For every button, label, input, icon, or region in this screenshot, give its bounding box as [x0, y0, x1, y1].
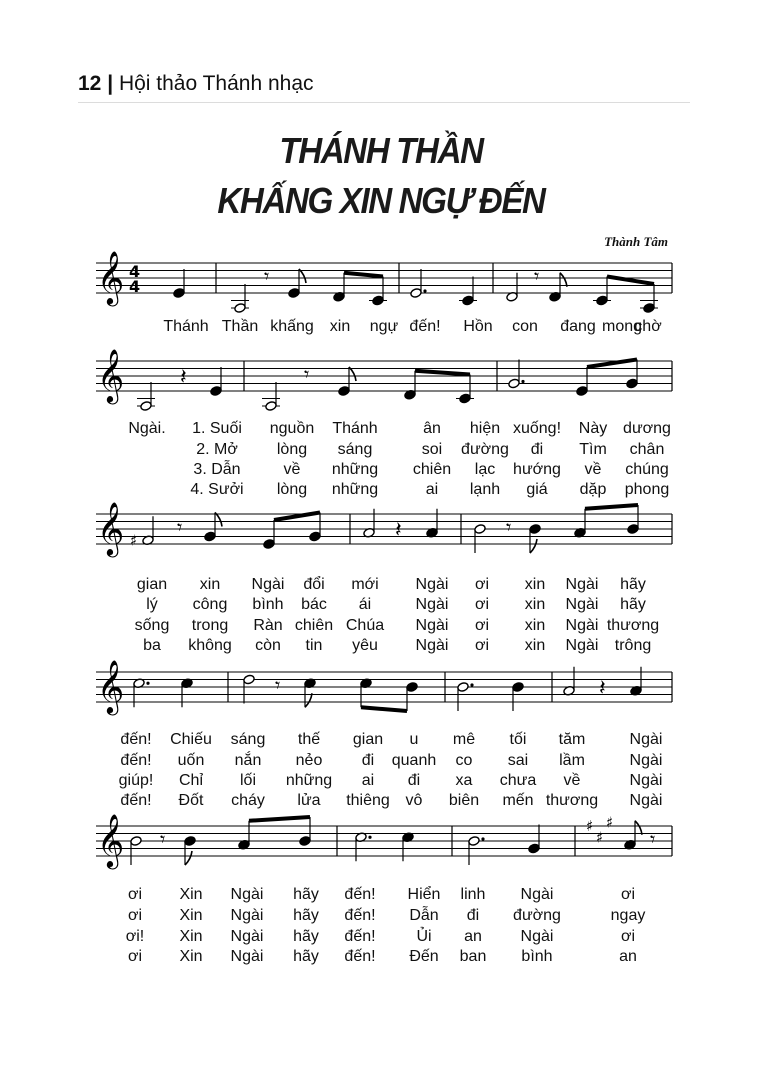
note-head [299, 836, 311, 847]
note-head [596, 295, 608, 306]
lyric-syllable: đi [361, 752, 375, 769]
quarter-rest: 𝄽 [599, 676, 606, 701]
lyric-syllable: dặp [579, 481, 607, 498]
lyric-syllable: chiên [294, 617, 334, 634]
lyric-syllable: Ngài [520, 886, 554, 903]
lyric-syllable: thế [297, 731, 321, 748]
lyric-syllable: xin [329, 318, 351, 335]
lyric-syllable: giá [526, 481, 548, 498]
lyric-syllable: Ngài. [128, 420, 166, 437]
eighth-rest: 𝄾 [304, 362, 310, 386]
note-head [140, 401, 152, 412]
note-head [406, 682, 418, 693]
note-head [643, 303, 655, 314]
note-head [462, 295, 474, 306]
lyric-syllable: Ngài [629, 752, 663, 769]
key-signature-sharp: ♯ [606, 813, 614, 832]
key-signature-sharp: ♯ [586, 817, 594, 835]
lyric-syllable: Tìm [579, 441, 607, 458]
eighth-rest: 𝄾 [275, 673, 281, 697]
lyric-syllable: nguồn [269, 420, 315, 437]
lyric-syllable: sáng [337, 441, 373, 458]
lyric-syllable: Đốt [178, 792, 204, 809]
treble-clef: 𝄞 [97, 501, 125, 555]
lyric-syllable: 2. Mở [196, 441, 238, 458]
lyric-syllable: ngay [610, 907, 646, 924]
lyric-syllable: sống [134, 617, 170, 634]
lyric-syllable: Ngài [230, 907, 264, 924]
note-head [243, 674, 255, 685]
lyric-syllable: 1. Suối [192, 420, 242, 437]
lyric-syllable: con [512, 318, 538, 335]
composer-credit: Thành Tâm [604, 234, 668, 249]
lyric-syllable: còn [255, 637, 281, 654]
note-head [508, 378, 520, 389]
lyric-syllable: Ủi [416, 928, 432, 945]
lyric-syllable: 3. Dẫn [193, 461, 241, 478]
lyric-syllable: mến [502, 792, 534, 809]
note-head [410, 288, 422, 299]
note-dot [470, 683, 473, 686]
lyric-syllable: Ngài [230, 886, 264, 903]
lyric-syllable: Ngài [230, 948, 264, 965]
lyric-syllable: ân [423, 420, 441, 437]
lyric-syllable: hãy [620, 576, 646, 593]
note-head [468, 836, 480, 847]
note-head [204, 531, 216, 542]
lyric-syllable: xin [524, 576, 546, 593]
note-head [338, 386, 350, 397]
lyric-syllable: Ngài [251, 576, 285, 593]
lyric-syllable: Ngài [565, 637, 599, 654]
lyric-syllable: ngự [369, 318, 399, 335]
song-title-line1: THÁNH THẦN [279, 130, 483, 171]
note-head [512, 682, 524, 693]
lyric-syllable: bình [252, 596, 284, 613]
lyric-syllable: đến! [120, 731, 152, 748]
lyric-syllable: về [283, 461, 301, 478]
lyric-syllable: không [188, 637, 232, 654]
lyric-syllable: những [331, 481, 379, 498]
lyric-syllable: lầm [559, 752, 585, 769]
lyric-syllable: dương [623, 420, 671, 437]
lyric-syllable: vô [405, 792, 423, 809]
lyric-syllable: linh [460, 886, 486, 903]
note-dot [481, 837, 484, 840]
lyric-syllable: Hiển [407, 886, 441, 903]
time-signature: 4 [129, 277, 141, 296]
lyric-syllable: an [619, 948, 637, 965]
lyric-syllable: Ngài [415, 637, 449, 654]
lyric-syllable: Ngài [415, 617, 449, 634]
note-head [265, 401, 277, 412]
lyric-syllable: những [331, 461, 379, 478]
note-flag [215, 513, 222, 527]
lyric-syllable: Xin [179, 886, 203, 903]
lyric-syllable: soi [421, 441, 443, 458]
lyric-syllable: lối [239, 772, 257, 789]
lyric-syllable: gian [136, 576, 168, 593]
quarter-rest: 𝄽 [395, 518, 402, 543]
note-head [626, 378, 638, 389]
lyric-syllable: đến! [409, 318, 441, 335]
note-head [288, 288, 300, 299]
lyric-syllable: thiêng [346, 792, 390, 809]
note-head [372, 295, 384, 306]
lyric-syllable: Xin [179, 948, 203, 965]
time-signature: 4 [129, 262, 141, 281]
sharp-sign: ♯ [130, 531, 138, 550]
lyric-syllable: chờ [634, 318, 662, 335]
lyric-syllable: ơi [474, 596, 490, 613]
quarter-rest: 𝄽 [180, 365, 187, 390]
lyric-syllable: Ngài [565, 576, 599, 593]
lyric-syllable: nẻo [295, 752, 323, 769]
lyric-syllable: ơi [474, 617, 490, 634]
treble-clef: 𝄞 [97, 250, 125, 304]
lyric-syllable: xin [524, 596, 546, 613]
lyric-syllable: chưa [499, 772, 537, 789]
note-flag [305, 693, 312, 707]
note-dot [368, 836, 371, 839]
lyric-syllable: lửa [297, 792, 321, 809]
lyric-syllable: tối [509, 731, 527, 748]
lyric-syllable: tăm [558, 731, 586, 748]
beam [361, 707, 407, 711]
lyric-syllable: sai [507, 752, 529, 769]
lyric-syllable: lạc [474, 461, 496, 478]
note-head [529, 524, 541, 535]
lyric-syllable: xin [524, 637, 546, 654]
lyric-syllable: đến! [344, 928, 376, 945]
lyric-syllable: đường [461, 441, 509, 458]
lyric-syllable: Xin [179, 928, 203, 945]
note-head [173, 288, 185, 299]
lyric-syllable: Ngài [565, 596, 599, 613]
lyric-syllable: xin [524, 617, 546, 634]
lyric-syllable: ơi [474, 576, 490, 593]
lyric-syllable: Ngài [520, 928, 554, 945]
lyric-syllable: đến! [344, 886, 376, 903]
lyric-syllable: lạnh [469, 481, 501, 498]
lyric-syllable: ái [358, 596, 372, 613]
key-signature-sharp: ♯ [596, 828, 604, 847]
lyric-syllable: Thánh [332, 420, 378, 437]
note-head [263, 539, 275, 550]
beam [415, 371, 470, 375]
lyric-syllable: hãy [293, 886, 319, 903]
lyric-syllable: cháy [231, 792, 265, 809]
note-head [474, 524, 486, 535]
lyric-syllable: lý [146, 596, 158, 613]
lyric-syllable: Thánh [163, 318, 209, 335]
note-head [234, 303, 246, 314]
lyric-syllable: Ngài [230, 928, 264, 945]
header-separator: | [107, 72, 114, 95]
lyric-syllable: xuống! [512, 420, 562, 437]
lyric-syllable: ơi! [125, 928, 145, 945]
note-flag [185, 851, 192, 865]
note-head [210, 386, 222, 397]
lyric-syllable: nắn [234, 752, 262, 769]
eighth-rest: 𝄾 [160, 827, 166, 851]
note-flag [349, 367, 356, 381]
note-flag [560, 273, 567, 287]
eighth-rest: 𝄾 [650, 827, 656, 851]
lyric-syllable: co [455, 752, 473, 769]
note-dot [423, 289, 426, 292]
lyric-syllable: Chúa [345, 617, 385, 634]
eighth-rest: 𝄾 [506, 515, 512, 539]
lyric-syllable: hiện [469, 420, 501, 437]
lyric-syllable: Ngài [415, 596, 449, 613]
lyric-syllable: chiên [412, 461, 452, 478]
lyric-syllable: Ngài [629, 731, 663, 748]
lyric-syllable: ơi [620, 886, 636, 903]
lyric-syllable: Ràn [253, 617, 283, 634]
eighth-rest: 𝄾 [534, 264, 540, 288]
lyric-syllable: những [285, 772, 333, 789]
note-head [309, 531, 321, 542]
lyric-syllable: Chiếu [170, 731, 212, 748]
eighth-rest: 𝄾 [264, 264, 270, 288]
lyric-syllable: xin [199, 576, 221, 593]
beam [585, 505, 638, 509]
lyric-syllable: 4. Sưởi [190, 481, 244, 498]
lyric-syllable: Ngài [629, 772, 663, 789]
lyric-syllable: Xin [179, 907, 203, 924]
lyric-syllable: ơi [127, 948, 143, 965]
note-head [184, 836, 196, 847]
lyric-syllable: biên [448, 792, 480, 809]
lyric-syllable: xa [455, 772, 473, 789]
note-flag [299, 269, 306, 283]
lyric-syllable: tin [305, 637, 323, 654]
lyric-syllable: mong [601, 318, 643, 335]
lyric-syllable: đến! [344, 907, 376, 924]
lyric-syllable: ai [425, 481, 439, 498]
lyric-syllable: đường [513, 907, 561, 924]
lyric-syllable: Thần [221, 318, 259, 335]
lyric-syllable: u [409, 731, 419, 748]
lyric-syllable: bác [301, 596, 327, 613]
lyric-syllable: hướng [513, 461, 561, 478]
lyric-syllable: ai [361, 772, 375, 789]
note-flag [530, 539, 537, 553]
lyric-syllable: Dẫn [409, 907, 439, 924]
lyric-syllable: quanh [391, 752, 437, 769]
lyric-syllable: đi [407, 772, 421, 789]
lyric-syllable: ơi [474, 637, 490, 654]
lyric-syllable: trông [614, 637, 652, 654]
eighth-rest: 𝄾 [177, 515, 183, 539]
lyric-syllable: uốn [177, 752, 205, 769]
treble-clef: 𝄞 [97, 659, 125, 713]
lyric-syllable: khấng [270, 318, 314, 335]
beam [344, 273, 383, 277]
lyric-syllable: Ngài [629, 792, 663, 809]
note-head [576, 386, 588, 397]
lyric-syllable: hãy [293, 907, 319, 924]
lyric-syllable: ơi [127, 907, 143, 924]
lyric-syllable: Ngài [565, 617, 599, 634]
lyric-syllable: gian [352, 731, 384, 748]
lyric-syllable: lòng [276, 441, 308, 458]
lyric-syllable: sáng [230, 731, 266, 748]
lyric-syllable: bình [521, 948, 553, 965]
lyric-syllable: Chỉ [178, 772, 204, 789]
lyric-syllable: đến! [120, 752, 152, 769]
note-flag [635, 821, 642, 835]
treble-clef: 𝄞 [97, 348, 125, 402]
lyric-syllable: mê [452, 731, 476, 748]
note-head [627, 524, 639, 535]
lyric-syllable: Hồn [463, 318, 493, 335]
lyric-syllable: ban [459, 948, 487, 965]
lyric-syllable: hãy [293, 928, 319, 945]
lyric-syllable: đến! [344, 948, 376, 965]
note-head [528, 843, 540, 854]
note-head [459, 393, 471, 404]
note-dot [146, 682, 149, 685]
beam [249, 817, 310, 821]
lyric-syllable: chân [629, 441, 665, 458]
lyric-syllable: Này [578, 420, 608, 437]
lyric-syllable: an [464, 928, 482, 945]
lyric-syllable: giúp! [118, 772, 154, 789]
note-dot [521, 380, 524, 383]
song-title-line2: KHẤNG XIN NGỰ ĐẾN [217, 180, 545, 221]
note-head [457, 682, 469, 693]
lyric-syllable: công [192, 596, 228, 613]
lyric-syllable: mới [351, 576, 379, 593]
lyric-syllable: Đến [409, 948, 439, 965]
page-number: 12 [78, 72, 102, 95]
lyric-syllable: đang [560, 318, 596, 335]
lyric-syllable: về [563, 772, 581, 789]
lyric-syllable: hãy [293, 948, 319, 965]
lyric-syllable: đổi [303, 576, 325, 593]
treble-clef: 𝄞 [97, 813, 125, 867]
lyric-syllable: thương [545, 792, 599, 809]
lyric-syllable: trong [191, 617, 229, 634]
lyric-syllable: ơi [127, 886, 143, 903]
lyric-syllable: đến! [120, 792, 152, 809]
lyric-syllable: ba [143, 637, 161, 654]
book-title: Hội thảo Thánh nhạc [118, 72, 314, 95]
lyric-syllable: về [584, 461, 602, 478]
lyric-syllable: yêu [352, 637, 378, 654]
lyric-syllable: đi [466, 907, 480, 924]
lyric-syllable: lòng [276, 481, 308, 498]
note-head [130, 836, 142, 847]
lyric-syllable: hãy [620, 596, 646, 613]
lyric-syllable: Ngài [415, 576, 449, 593]
lyric-syllable: thương [606, 617, 660, 634]
lyric-syllable: phong [624, 481, 670, 498]
lyric-syllable: chúng [625, 461, 669, 478]
lyric-syllable: ơi [620, 928, 636, 945]
lyric-syllable: đi [530, 441, 544, 458]
